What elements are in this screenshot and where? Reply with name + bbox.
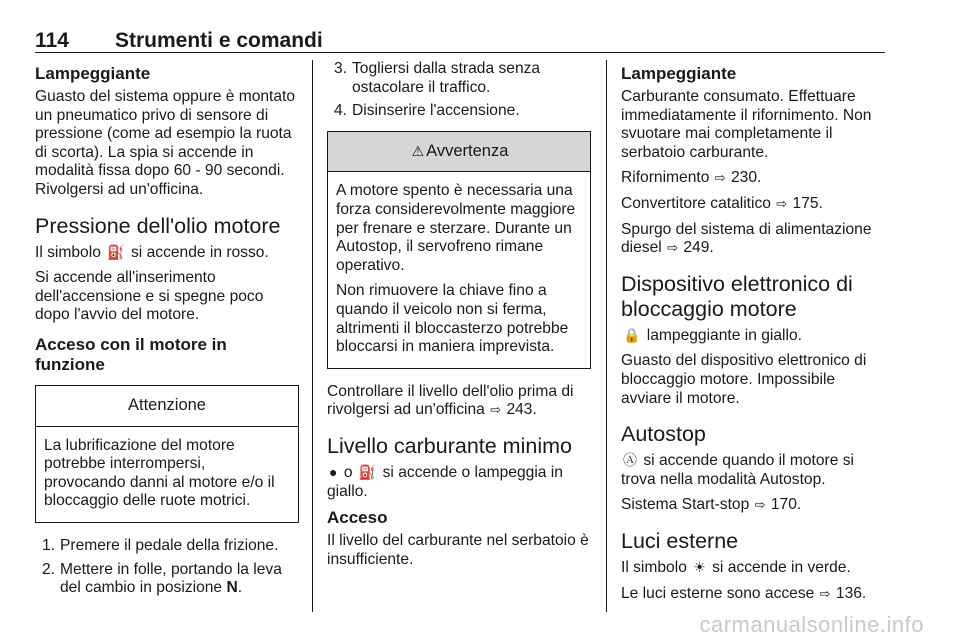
page-ref[interactable]: 249.: [683, 239, 714, 257]
heading-acceso: Acceso: [327, 508, 388, 528]
column-divider-2: [606, 60, 607, 612]
heading-dispositivo: Dispositivo elettronico di bloccaggio motore: [621, 271, 853, 321]
ref-start-stop: Sistema Start-stop ⇨ 170.: [621, 496, 802, 514]
heading-acceso-motore: Acceso con il motore in funzione: [35, 334, 227, 374]
autostop-icon: Ⓐ: [623, 452, 637, 469]
page-number: 114: [35, 29, 69, 52]
heading-pressione-olio: Pressione dell'olio motore: [35, 213, 281, 238]
heading-livello-carburante: Livello carburante minimo: [327, 433, 572, 458]
attenzione-box: [35, 385, 299, 523]
paragraph-livello: ● o ⛽ si accende o lampeggia in giallo.: [327, 463, 563, 500]
ref-rifornimento: Rifornimento ⇨ 230.: [621, 169, 762, 187]
column-1: [35, 60, 299, 604]
steps-list-1: [35, 537, 299, 598]
paragraph-simbolo-olio: Il simbolo ⛽ si accende in rosso.: [35, 243, 269, 261]
page-ref[interactable]: 243.: [506, 401, 537, 419]
attenzione-body: La lubrificazione del motore potrebbe interrompersi, provocando danni al motore e/o il bloccaggio delle ruote motrici.: [44, 436, 275, 510]
page-ref[interactable]: 170.: [770, 496, 802, 514]
oil-pressure-icon: ⛽: [107, 243, 125, 260]
heading-luci-esterne: Luci esterne: [621, 528, 739, 553]
section-title: Strumenti e comandi: [115, 29, 323, 52]
heading-lampeggiante-2: Lampeggiante: [621, 64, 737, 83]
list-item: 3. Togliersi dalla strada senza ostacolare il traffico.: [334, 60, 541, 96]
ref-convertitore: Convertitore catalitico ⇨ 175.: [621, 194, 823, 212]
heading-lampeggiante: Lampeggiante: [35, 64, 151, 83]
paragraph-guasto-dispositivo: Guasto del dispositivo elettronico di bloccaggio motore. Impossibile avviare il motore.: [621, 352, 867, 407]
attenzione-title: Attenzione: [36, 386, 298, 427]
page-header: [35, 29, 885, 51]
page-ref-arrow-icon: ⇨: [776, 195, 788, 211]
list-item: 4. Disinserire l'accensione.: [334, 102, 520, 120]
list-item: 1. Premere il pedale della frizione.: [42, 536, 279, 554]
page-ref-arrow-icon: ⇨: [714, 170, 726, 186]
paragraph-si-accende: Si accende all'inserimento dell'accensione e si spegne poco dopo l'avvio del motore.: [35, 269, 264, 324]
gear-position: N: [226, 579, 238, 597]
paragraph-livello-insufficiente: Il livello del carburante nel serbatoio è insufficiente.: [327, 532, 589, 568]
column-3: [621, 60, 885, 610]
page-ref[interactable]: 175.: [792, 194, 823, 212]
watermark: carmanualsonline.info: [699, 612, 924, 637]
header-rule: [35, 52, 885, 53]
avvertenza-title: ⚠ Avvertenza: [328, 132, 590, 173]
avvertenza-box: [327, 131, 591, 369]
fuel-pump-icon: ⛽: [358, 463, 377, 480]
page-ref[interactable]: 230.: [731, 169, 762, 187]
avvertenza-body: A motore spento è necessaria una forza considerevolmente maggiore per frenare e sterzare. Durante un Autostop, il servofreno rimane operativo. Non rimuovere la chiave fino a quando il veicolo non si ferma, altrimenti il bloccasterzo potrebbe bloccarsi in maniera imprevista.: [336, 182, 576, 356]
paragraph-controllare: Controllare il livello dell'olio prima di rivolgersi ad un'officina ⇨ 243.: [327, 382, 574, 419]
page-ref-arrow-icon: ⇨: [754, 497, 766, 513]
paragraph-autostop: Ⓐ si accende quando il motore si trova nella modalità Autostop.: [621, 452, 854, 488]
page-ref-arrow-icon: ⇨: [667, 240, 678, 256]
paragraph-guasto: Guasto del sistema oppure è montato un pneumatico privo di sensore di pressione (come ad esempio la ruota di scorta). La spia si accende in modalità fissa dopo 60 - 90 secondi. Rivolgersi ad un'officina.: [35, 88, 296, 198]
page-ref-arrow-icon: ⇨: [819, 585, 831, 601]
paragraph-luci-simbolo: Il simbolo ☀ si accende in verde.: [621, 558, 851, 576]
ref-spurgo: Spurgo del sistema di alimentazione diesel ⇨ 249.: [621, 220, 872, 257]
page-ref[interactable]: 136.: [835, 584, 867, 602]
column-2: [327, 60, 591, 576]
ref-luci-accese: Le luci esterne sono accese ⇨ 136.: [621, 584, 867, 602]
heading-autostop: Autostop: [621, 422, 706, 447]
page-ref-arrow-icon: ⇨: [490, 402, 502, 418]
immobilizer-icon: 🔒: [623, 326, 641, 343]
list-item: 2. Mettere in folle, portando la leva del cambio in posizione N.: [42, 560, 282, 597]
column-divider-1: [312, 60, 313, 612]
warning-icon: ⚠: [411, 142, 425, 159]
paragraph-lampeggiante-giallo: 🔒 lampeggiante in giallo.: [623, 326, 802, 344]
steps-list-2: [327, 60, 591, 121]
fuel-indicator-icon: ●: [329, 463, 338, 480]
paragraph-carburante: Carburante consumato. Effettuare immediatamente il rifornimento. Non svuotare mai completamente il serbatoio carburante.: [621, 88, 872, 161]
exterior-lights-icon: ☀: [693, 558, 706, 575]
